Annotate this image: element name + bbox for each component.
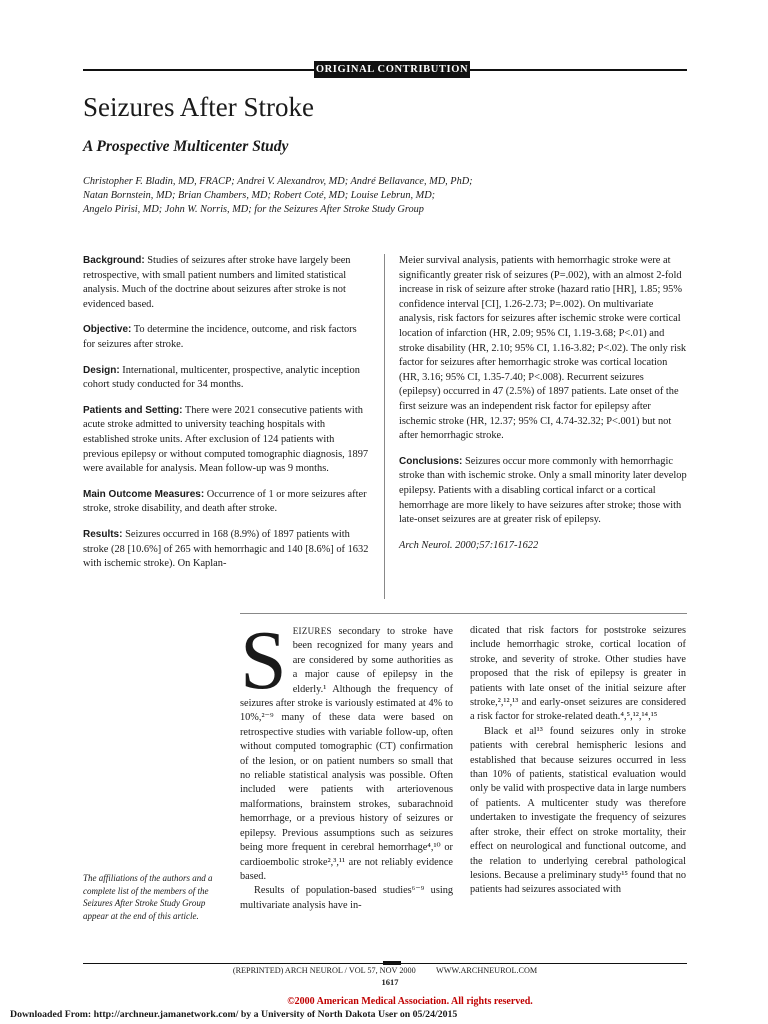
conclusions-text: Seizures occur more commonly with hemorrhagic stroke than with ischemic stroke. Only a small minority later develop epilepsy. Patients with a disabling cortical infarct or a cortical hemorrhage are more likely to have seizures after stroke; those with late-onset seizures are at greater risk of epilepsy. [399,455,687,526]
page-number: 1617 [381,977,399,987]
article-subtitle: A Prospective Multicenter Study [83,138,289,155]
patients-label: Patients and Setting: [83,404,183,416]
abstract-conclusions [399,455,687,528]
author-line: Natan Bornstein, MD; Brian Chambers, MD; Robert Coté, MD; Louise Lebrun, MD; [83,190,436,201]
background-label: Background: [83,255,145,266]
design-text: International, multicenter, prospective, analytic inception cohort study conducted for 34 months. [83,364,360,391]
abstract-left-column [83,254,369,583]
author-list [83,175,643,217]
download-notice: Downloaded From: http://archneur.jamanetwork.com/ by a University of North Dakota User on 05/24/2015 [10,1009,458,1020]
abstract-objective [83,323,369,352]
affiliation-note: The affiliations of the authors and a complete list of the members of the Seizures After Stroke Study Group appear at the end of this article. [83,873,213,921]
footer-marker [383,961,401,965]
citation: Arch Neurol. 2000;57:1617-1622 [399,539,539,551]
body-column-1 [240,614,453,913]
abstract-patients [83,404,369,477]
body-text: secondary to stroke have been recognized for many years and are considered by some authorities as a major cause of epilepsy in the elderly.¹ Although the frequency of seizures after stroke is variously estimated at 4% to 10%,²⁻⁹ many of these data were based on retrospective studies with variable follow-up, often without computed tomographic (CT) confirmation of the lesion, or on patient numbers so small that no reliable statistical analysis was possible. Often included were patients with arteriovenous malformations, brainstem strokes, subarachnoid hemorrhage, or a previous history of seizures or epilepsy. Previous assumptions such as seizures being more frequent in cerebral hemorrhage⁴,¹⁰ or cardioembolic stroke²,³,¹¹ are not reliably evidence based. [240,626,453,882]
results-text-start: Seizures occurred in 168 (8.9%) of 1897 patients with stroke (28 [10.6%] of 265 with hemorrhagic and 140 [8.6%] of 1632 with ischemic stroke). On Kaplan- [83,528,369,570]
abstract-body-divider [240,613,687,614]
body-paragraph: Black et al¹³ found seizures only in stroke patients with cerebral hemispheric lesions and established that because seizures occurred in less than 10% of patients, statistical evaluation would only be valid with prospective data in large numbers of patients. A multicenter study was therefore undertaken to investigate the frequency of seizures after stroke, their effect on stroke mortality, their effect on neurological and functional outcome, and the relation to underlying cerebral pathological lesions. Because a preliminary study¹⁵ found that no patients had seizures associated with [470,725,686,896]
objective-label: Objective: [83,324,132,336]
abstract-measures [83,488,369,517]
measures-text: Occurrence of 1 or more seizures after stroke, stroke disability, and death after stroke. [83,488,367,515]
results-label: Results: [83,528,123,540]
author-line: Angelo Pirisi, MD; John W. Norris, MD; for the Seizures After Stroke Study Group [83,204,424,215]
body-column-2 [470,624,686,898]
patients-text: There were 2021 consecutive patients with acute stroke admitted to university teaching hospitals with established stroke units. After exclusion of 124 patients with previous epilepsy or without computed tomographic diagnosis, 1897 were available for analysis. Mean follow-up was 9 months. [83,404,369,475]
body-paragraph: dicated that risk factors for poststroke seizures include hemorrhagic stroke, cortical location of stroke, and severity of stroke. Other studies have proposed that the risk of epilepsy is greater in patients with late onset of the initial seizure after stroke,²,¹²,¹³ and early-onset seizures are considered a risk factor for stroke-related death.⁴,⁵,¹²,¹⁴,¹⁵ [470,625,686,723]
column-divider [384,254,385,599]
body-paragraph [240,614,453,884]
section-label: ORIGINAL CONTRIBUTION [314,61,470,78]
abstract-right-column [399,254,687,564]
small-caps-lead: EIZURES [292,626,332,636]
abstract-results [83,528,369,572]
journal-footer: (REPRINTED) ARCH NEUROL / VOL 57, NOV 2000 WWW.ARCHNEUROL.COM [232,966,538,975]
author-line: Christopher F. Bladin, MD, FRACP; Andrei V. Alexandrov, MD; André Bellavance, MD, PhD; [83,176,473,187]
article-title: Seizures After Stroke [83,92,314,122]
measures-label: Main Outcome Measures: [83,488,205,500]
body-paragraph: Results of population-based studies⁶⁻⁹ using multivariate analysis have in- [240,885,453,911]
abstract-design [83,364,369,393]
background-text: Studies of seizures after stroke have largely been retrospective, with small patient numbers and limited statistical analysis. Much of the doctrine about seizures after stroke is not evidenced based. [83,255,351,310]
design-label: Design: [83,364,120,376]
abstract-background [83,254,369,312]
copyright-notice: ©2000 American Medical Association. All rights reserved. [287,996,533,1007]
conclusions-label: Conclusions: [399,455,463,467]
drop-cap: S [240,614,287,707]
abstract-results-continued: Meier survival analysis, patients with hemorrhagic stroke were at significantly greater risk of seizures (P=.002), with an almost 2-fold increase in risk of seizure after stroke (hazard ratio [HR], 1.85; 95% confidence interval [CI], 1.26-2.73; P=.002). On multivariate analysis, risk factors for seizures after ischemic stroke were cortical location of infarction (HR, 2.09; 95% CI, 1.19-3.68; P<.01) and stroke disability (HR, 2.10; 95% CI, 1.16-3.82; P<.02). The only risk factor for seizures after hemorrhagic stroke was cortical location (HR, 3.16; 95% CI, 1.35-7.40; P<.008). Recurrent seizures (epilepsy) occurred in 47 (2.5%) of 1897 patients. Late onset of the first seizure was an independent risk factor for epilepsy after ischemic stroke (HR, 12.37; 95% CI, 4.74-32.32; P<.001) but not after hemorrhagic stroke. [399,255,687,442]
objective-text: To determine the incidence, outcome, and risk factors for seizures after stroke. [83,324,357,350]
